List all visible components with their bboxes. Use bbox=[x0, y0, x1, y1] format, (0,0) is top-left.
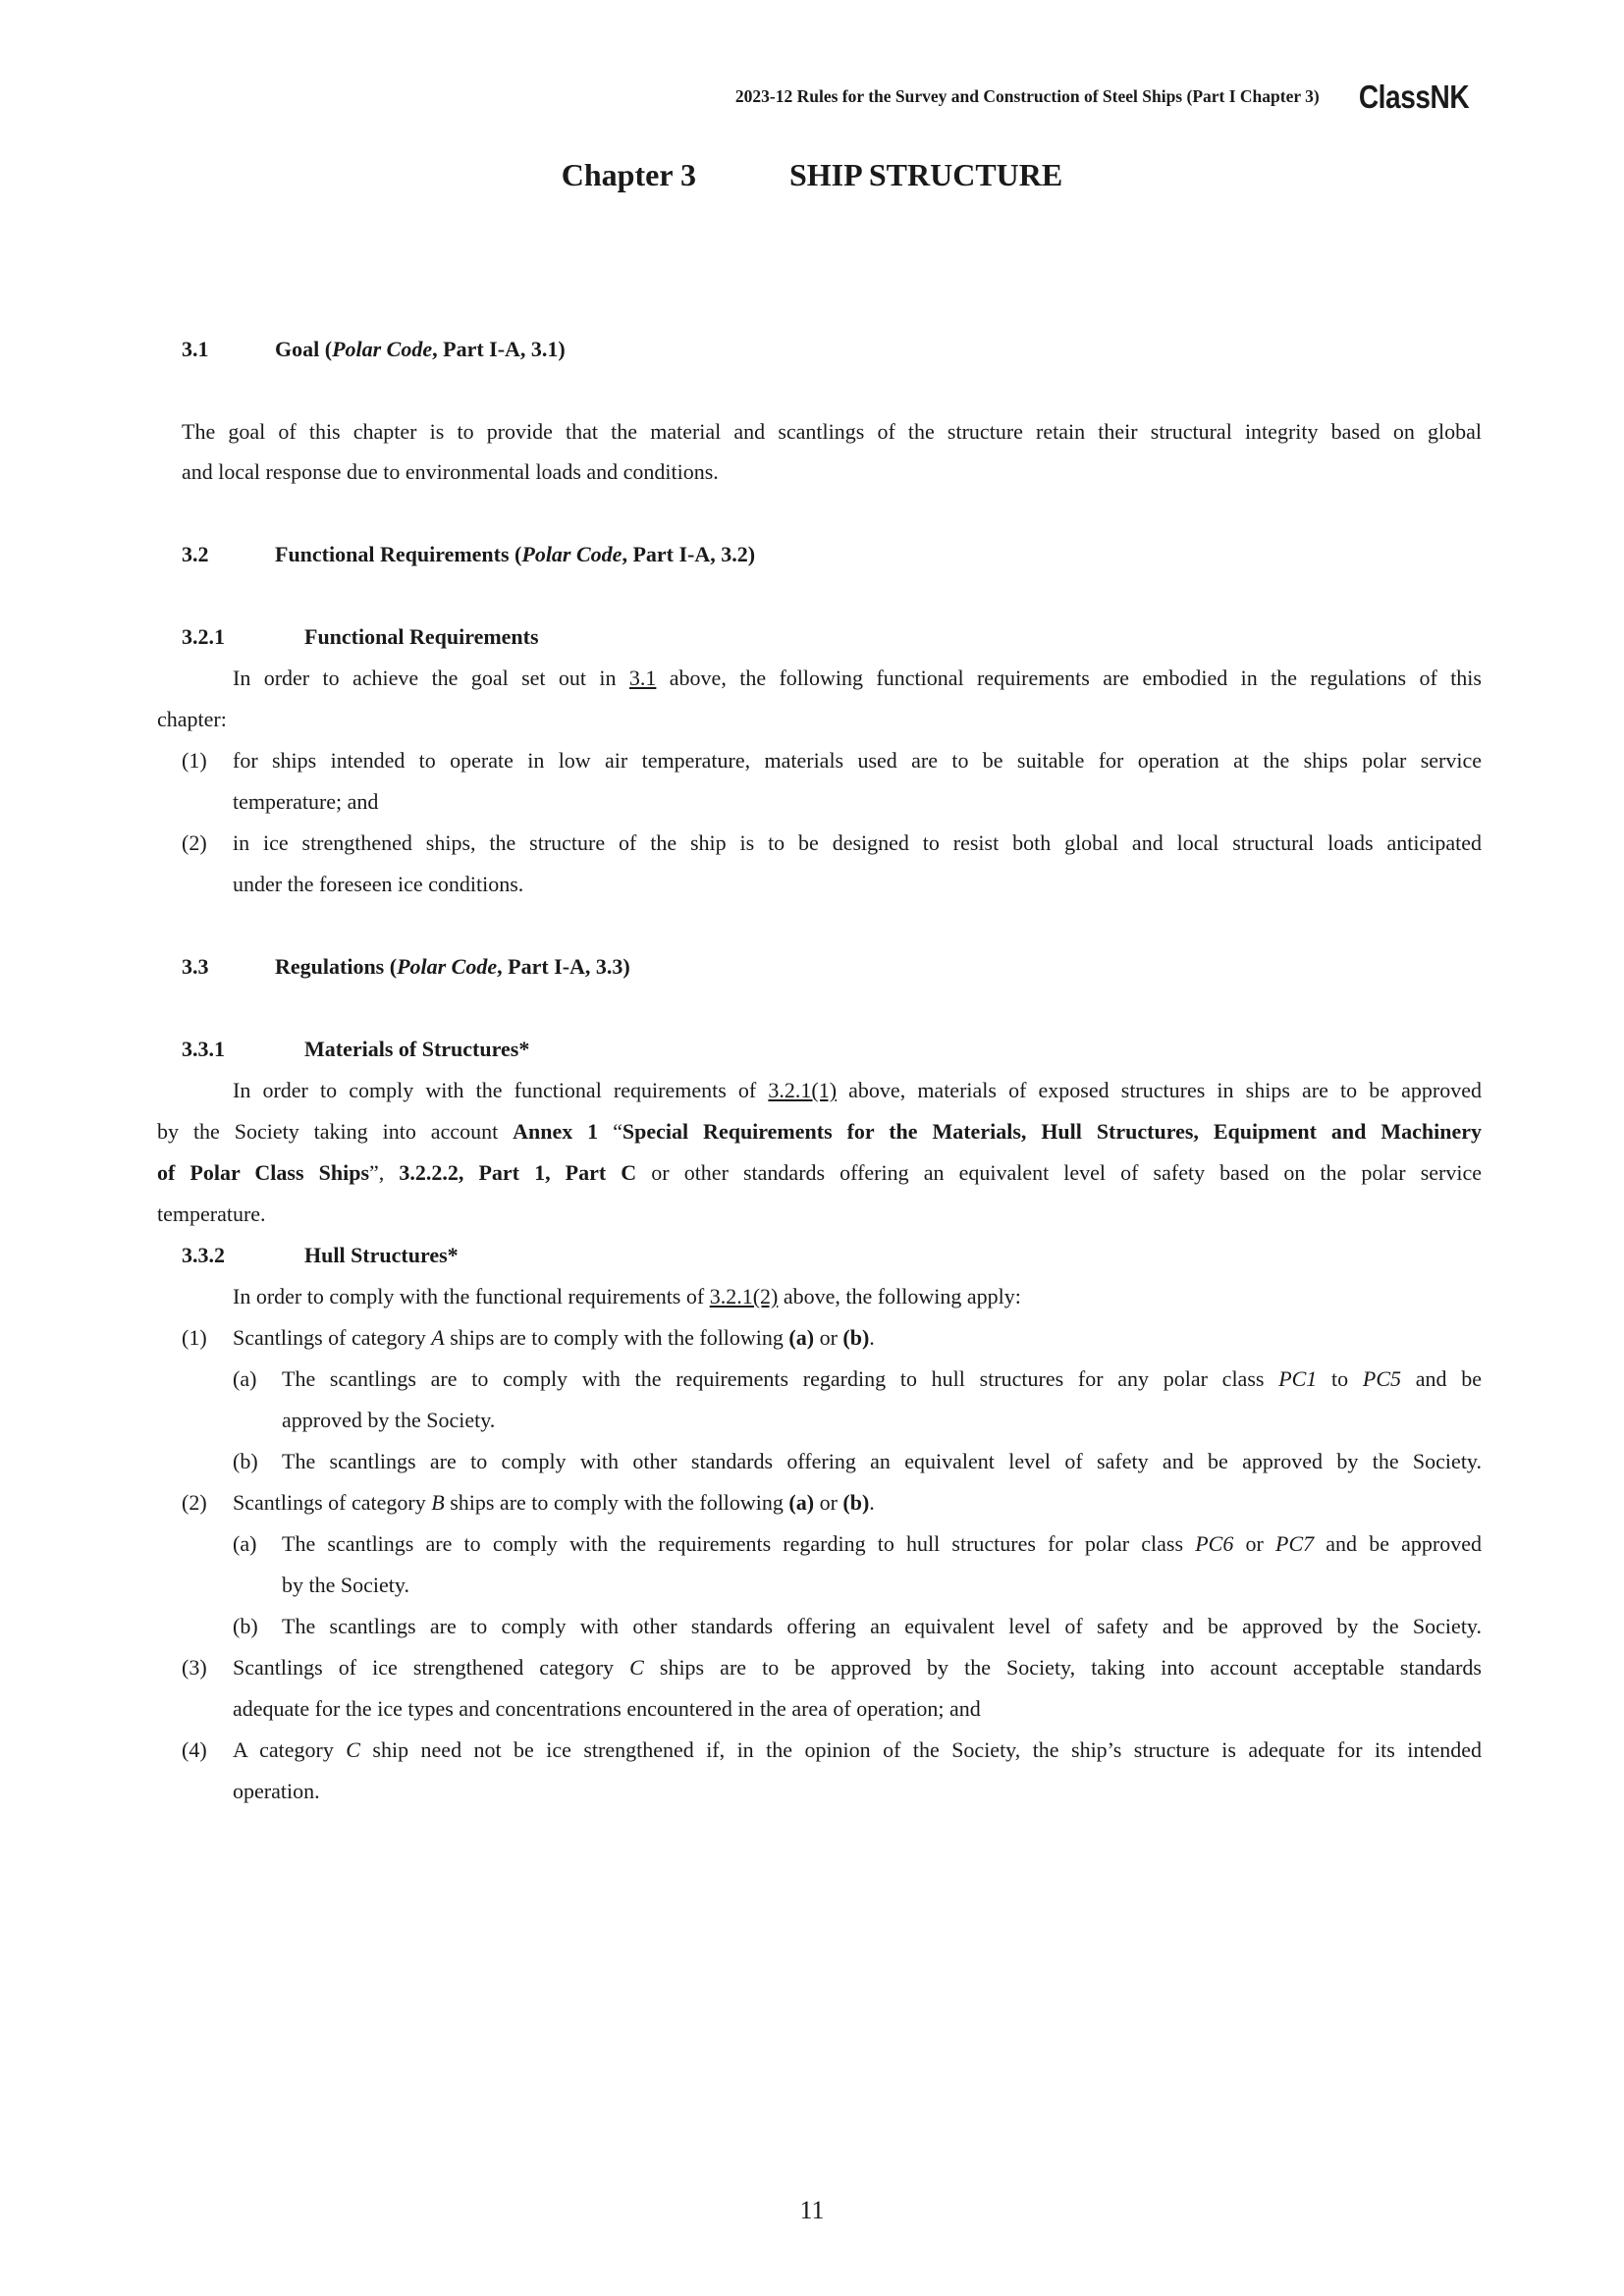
paragraph-line: of Polar Class Ships”, 3.2.2.2, Part 1, Part C or other standards offering an equivalent level of safety based on the polar service bbox=[157, 1160, 1482, 1185]
paragraph-line: The goal of this chapter is to provide that the material and scantlings of the structure retain their structural integrity based on global bbox=[182, 419, 1482, 444]
paragraph-line: temperature. bbox=[157, 1201, 266, 1226]
sub-item-line: The scantlings are to comply with the requirements regarding to hull structures for polar class PC6 or PC7 and be approved bbox=[282, 1531, 1482, 1556]
list-item-line: temperature; and bbox=[233, 789, 379, 814]
section-number: 3.1 bbox=[182, 337, 209, 361]
list-item-line: operation. bbox=[233, 1779, 320, 1803]
subsection-number: 3.2.1 bbox=[182, 624, 225, 649]
subsection-number: 3.3.2 bbox=[182, 1243, 225, 1267]
list-item-line: in ice strengthened ships, the structure of the ship is to be designed to resist both global and local structural loads anticipated bbox=[233, 830, 1482, 855]
sub-item-letter: (a) bbox=[233, 1366, 257, 1391]
list-item-number: (1) bbox=[182, 748, 207, 773]
chapter-name: SHIP STRUCTURE bbox=[788, 157, 1063, 192]
list-item-line: adequate for the ice types and concentrations encountered in the area of operation; and bbox=[233, 1696, 981, 1721]
section-title: Functional Requirements (Polar Code, Part I-A, 3.2) bbox=[275, 542, 756, 566]
sub-item-line: by the Society. bbox=[282, 1573, 409, 1597]
section-number: 3.3 bbox=[182, 954, 209, 979]
sub-item-letter: (b) bbox=[233, 1614, 258, 1638]
sub-item-line: approved by the Society. bbox=[282, 1408, 496, 1432]
list-item-number: (3) bbox=[182, 1655, 207, 1680]
subsection-title: Functional Requirements bbox=[304, 624, 539, 649]
list-item-number: (2) bbox=[182, 1490, 207, 1515]
list-item-line: under the foreseen ice conditions. bbox=[233, 872, 524, 896]
section-title: Regulations (Polar Code, Part I-A, 3.3) bbox=[275, 954, 630, 979]
list-item-line: Scantlings of ice strengthened category C ships are to be approved by the Society, taking into account acceptable standards bbox=[233, 1655, 1482, 1680]
paragraph-line: and local response due to environmental loads and conditions. bbox=[182, 459, 719, 484]
cross-reference-link[interactable]: 3.2.1(2) bbox=[709, 1284, 779, 1308]
section-title: Goal (Polar Code, Part I-A, 3.1) bbox=[275, 337, 566, 361]
running-header bbox=[735, 80, 1469, 113]
chapter-title bbox=[0, 157, 1624, 193]
sub-item-line: The scantlings are to comply with other standards offering an equivalent level of safety and be approved by the Society. bbox=[282, 1449, 1482, 1473]
sub-item-letter: (b) bbox=[233, 1449, 258, 1473]
list-item-number: (1) bbox=[182, 1325, 207, 1350]
paragraph-line: by the Society taking into account Annex 1 “Special Requirements for the Materials, Hull Structures, Equipment and Machinery bbox=[157, 1119, 1482, 1144]
paragraph-line: chapter: bbox=[157, 707, 227, 731]
paragraph-line: In order to achieve the goal set out in 3.1 above, the following functional requirements are embodied in the regulations of this bbox=[233, 666, 1482, 690]
subsection-number: 3.3.1 bbox=[182, 1037, 225, 1061]
running-title: 2023-12 Rules for the Survey and Construction of Steel Ships (Part I Chapter 3) bbox=[734, 86, 1320, 106]
sub-item-line: The scantlings are to comply with the requirements regarding to hull structures for any polar class PC1 to PC5 and be bbox=[282, 1366, 1483, 1391]
sub-item-letter: (a) bbox=[233, 1531, 257, 1556]
cross-reference-link[interactable]: 3.1 bbox=[628, 666, 657, 690]
list-item-line: for ships intended to operate in low air temperature, materials used are to be suitable for operation at the ships polar service bbox=[233, 748, 1482, 773]
section-number: 3.2 bbox=[182, 542, 209, 566]
subsection-title: Hull Structures* bbox=[304, 1243, 459, 1267]
list-item-number: (2) bbox=[182, 830, 207, 855]
paragraph-line: In order to comply with the functional requirements of 3.2.1(2) above, the following apply: bbox=[233, 1284, 1021, 1308]
paragraph-line: In order to comply with the functional requirements of 3.2.1(1) above, materials of exposed structures in ships are to be approved bbox=[233, 1078, 1482, 1102]
classnk-logo: ClassNK bbox=[1358, 79, 1469, 115]
list-item-line: Scantlings of category B ships are to comply with the following (a) or (b). bbox=[233, 1490, 875, 1515]
list-item-number: (4) bbox=[182, 1737, 207, 1762]
subsection-title: Materials of Structures* bbox=[304, 1037, 530, 1061]
list-item-line: Scantlings of category A ships are to comply with the following (a) or (b). bbox=[233, 1325, 875, 1350]
list-item-line: A category C ship need not be ice strengthened if, in the opinion of the Society, the ship’s structure is adequate for its intended bbox=[233, 1737, 1483, 1762]
page-number: 11 bbox=[799, 2196, 825, 2224]
cross-reference-link[interactable]: 3.2.1(1) bbox=[768, 1078, 838, 1102]
sub-item-line: The scantlings are to comply with other standards offering an equivalent level of safety and be approved by the Society. bbox=[282, 1614, 1482, 1638]
chapter-number: Chapter 3 bbox=[561, 157, 696, 192]
